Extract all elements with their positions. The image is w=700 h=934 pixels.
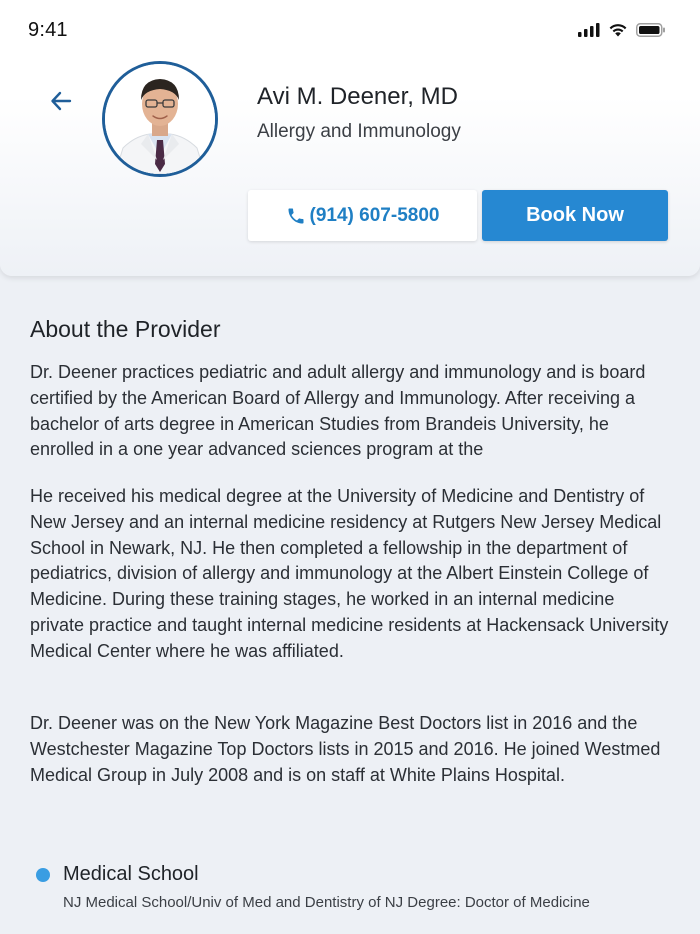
back-button[interactable] [44,84,78,118]
provider-avatar [102,61,218,177]
call-phone-button[interactable] [248,190,477,241]
status-icons [578,22,666,37]
status-time: 9:41 [28,19,68,41]
back-arrow-icon [50,91,72,111]
wifi-icon [608,22,628,37]
phone-number-label: (914) 607-5800 [309,204,440,226]
about-paragraph: Dr. Deener was on the New York Magazine Best Doctors list in 2016 and the Westchester Magazine Top Doctors lists in 2015 and 2016. He joined Westmed Medical Group in July 2008 and is on staff at White Plains Hospital. [30,713,661,785]
about-paragraph: He received his medical degree at the University of Medicine and Dentistry of New Jersey and an internal medicine residency at Rutgers New Jersey Medical School in Newark, NJ. He then completed a fellowship in the department of pediatrics, division of allergy and immunology at the Albert Einstein College of Medicine. During these training stages, he worked in an internal medicine private practice and taught internal medicine residents at Hackensack University Medical Center where he was affiliated. [30,486,669,661]
provider-specialty: Allergy and Immunology [257,121,461,142]
phone-icon [286,206,306,226]
timeline-dot-icon [36,868,50,882]
status-bar [0,0,700,60]
signal-bars-icon [578,23,600,37]
provider-photo [105,64,215,174]
about-paragraph: Dr. Deener practices pediatric and adult allergy and immunology and is board certified by the American Board of Allergy and Immunology. After receiving a bachelor of arts degree in American Studies from Brandeis University, he enrolled in a one year advanced sciences program at the [30,362,646,460]
battery-icon [636,23,666,37]
education-detail: NJ Medical School/Univ of Med and Dentistry of NJ Degree: Doctor of Medicine [63,894,590,911]
about-section-title: About the Provider [30,316,221,342]
book-now-button[interactable] [482,190,668,241]
book-now-label: Book Now [526,204,624,226]
provider-name: Avi M. Deener, MD [257,83,458,110]
education-title: Medical School [63,863,199,885]
